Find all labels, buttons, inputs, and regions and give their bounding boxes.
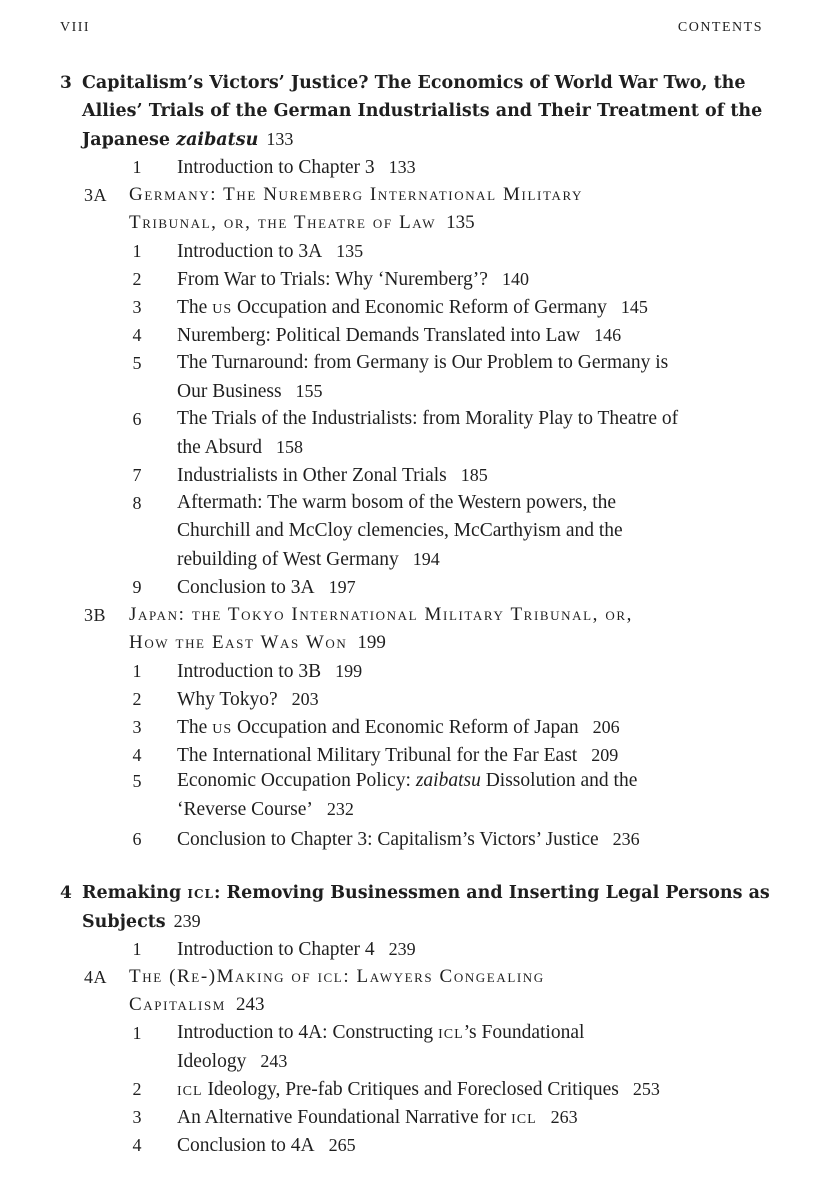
chapter-4-title-line-1[interactable] [82,879,770,907]
part-3b-section-1-number: 1 [132,661,142,681]
chapter-4-intro[interactable] [177,935,416,964]
chapter-4-title-text: Subjects [82,912,166,932]
section-text: An Alternative Foundational Narrative for icl [177,1107,537,1128]
section-text: From War to Trials: Why ‘Nuremberg’? [177,269,488,290]
part-3a-number: 3A [84,185,107,205]
part-3a-section-4-line-1[interactable] [177,321,621,350]
part-3a-section-1-number: 1 [132,241,142,261]
part-3a-title-line-1[interactable]: Germany: The Nuremberg International Military [129,184,583,205]
section-page: 209 [591,745,619,765]
part-3a-section-6-line-2[interactable] [177,433,303,462]
part-3b-section-5-line-1[interactable] [177,767,637,795]
part-3a-section-7-line-1[interactable] [177,461,488,490]
part-3a-section-9-line-1[interactable] [177,573,356,602]
part-3b-title-line-1[interactable]: Japan: the Tokyo International Military Tribunal, or, [129,604,633,625]
section-page: 135 [336,241,364,261]
chapter-3-intro[interactable] [177,153,416,182]
part-3a-section-6-number: 6 [132,409,142,429]
chapter-4-title-post: : Removing Businessmen and Inserting Legal Persons as [213,883,770,903]
part-3a-page: 135 [446,212,475,233]
part-3a-section-8-line-2[interactable] [177,517,623,545]
section-text: ‘Reverse Course’ [177,799,313,820]
part-3b-number: 3B [84,605,107,625]
part-3a-section-8-line-1[interactable] [177,489,616,517]
chapter-4-title-pre: Remaking [82,883,188,903]
chapter-3-title-text: Japanese [82,130,171,150]
section-page: 145 [620,297,648,317]
section-text: Our Business [177,381,282,402]
section-page: 232 [326,799,354,819]
page-folio: VIII [60,20,91,35]
chapter-4-intro-title: Introduction to Chapter 4 [177,939,375,960]
section-text: Economic Occupation Policy: [177,770,416,791]
section-text: Conclusion to 3A [177,577,315,598]
section-text: Churchill and McCloy clemencies, McCarthyism and the [177,520,623,541]
part-3b-title-text: How the East Was Won [129,632,348,653]
part-3b-section-6-number: 6 [132,829,142,849]
chapter-4-intro-number: 1 [132,939,142,959]
part-3a-section-3-number: 3 [132,297,142,317]
part-4a-section-3-number: 3 [132,1107,142,1127]
part-3b-section-2-number: 2 [132,689,142,709]
part-3b-section-5-number: 5 [132,771,142,791]
section-text: The Turnaround: from Germany is Our Problem to Germany is [177,352,669,373]
section-text: Dissolution and the [480,770,638,791]
chapter-4-intro-page: 239 [388,939,416,959]
section-text: the Absurd [177,437,263,458]
section-page: 185 [460,465,488,485]
section-page: 243 [260,1051,288,1071]
chapter-3-title-italic: zaibatsu [176,130,259,150]
section-text: Conclusion to Chapter 3: Capitalism’s Victors’ Justice [177,829,599,850]
part-3a-section-4-number: 4 [132,325,142,345]
part-4a-section-4-line-1[interactable] [177,1131,356,1160]
part-3a-section-2-line-1[interactable] [177,265,529,294]
part-3b-section-3-line-1[interactable] [177,713,620,742]
part-4a-page: 243 [235,994,265,1015]
part-4a-section-2-number: 2 [132,1079,142,1099]
part-3a-section-9-number: 9 [132,577,142,597]
part-3a-section-2-number: 2 [132,269,142,289]
chapter-4-title-abbrev: icl [187,883,214,903]
section-text: The International Military Tribunal for the Far East [177,745,578,766]
section-text: Industrialists in Other Zonal Trials [177,465,447,486]
part-4a-section-1-line-1[interactable] [177,1019,584,1047]
part-3b-section-4-number: 4 [132,745,142,765]
part-3b-title-line-2[interactable] [129,629,386,657]
part-3a-section-1-line-1[interactable] [177,237,363,266]
part-3a-section-3-line-1[interactable] [177,293,648,322]
section-page: 146 [594,325,622,345]
section-text: The us Occupation and Economic Reform of Germany [177,297,607,318]
part-4a-title-text: Capitalism [129,994,226,1015]
part-3b-section-2-line-1[interactable] [177,685,319,714]
section-page: 199 [335,661,363,681]
section-page: 236 [612,829,640,849]
chapter-4-title-line-2[interactable] [82,907,201,936]
part-4a-section-2-line-1[interactable] [177,1075,660,1104]
part-3a-section-8-line-3[interactable] [177,545,440,574]
part-4a-section-1-number: 1 [132,1023,142,1043]
section-page: 140 [501,269,529,289]
chapter-3-title-line-3[interactable] [82,125,293,154]
part-4a-section-4-number: 4 [132,1135,142,1155]
chapter-3-intro-page: 133 [388,157,416,177]
section-text: Introduction to 3B [177,661,322,682]
part-3a-section-7-number: 7 [132,465,142,485]
section-text: icl Ideology, Pre-fab Critiques and Foreclosed Critiques [177,1079,619,1100]
part-3a-section-6-line-1[interactable] [177,405,678,433]
chapter-4-number: 4 [60,883,72,903]
part-3a-title-line-2[interactable] [129,209,475,237]
section-text: Aftermath: The warm bosom of the Western powers, the [177,492,617,513]
part-4a-title-line-1[interactable]: The (Re-)Making of icl: Lawyers Congealing [129,966,545,987]
part-4a-number: 4A [84,967,107,987]
section-text: Introduction to 3A [177,241,323,262]
part-3b-page: 199 [357,632,386,653]
section-page: 158 [276,437,304,457]
part-3b-section-4-line-1[interactable] [177,741,618,770]
part-4a-section-3-line-1[interactable] [177,1103,578,1132]
section-text: The us Occupation and Economic Reform of Japan [177,717,579,738]
section-text: rebuilding of West Germany [177,549,399,570]
section-text: Ideology [177,1051,247,1072]
section-page: 155 [295,381,323,401]
section-text: Conclusion to 4A [177,1135,315,1156]
section-page: 263 [550,1107,578,1127]
chapter-4-page: 239 [173,911,201,931]
chapter-3-title-line-2[interactable]: Allies’ Trials of the German Industrialists and Their Treatment of the [82,101,763,121]
section-italic: zaibatsu [415,770,481,791]
part-3a-title-text: Tribunal, or, the Theatre of Law [129,212,437,233]
part-3a-section-5-line-1[interactable] [177,349,668,377]
section-page: 206 [592,717,620,737]
section-page: 253 [632,1079,660,1099]
part-3b-section-3-number: 3 [132,717,142,737]
part-3a-section-8-number: 8 [132,493,142,513]
running-head-title: CONTENTS [677,20,763,35]
part-3b-section-5-line-2[interactable] [177,795,354,824]
running-head [60,20,763,40]
section-text: Nuremberg: Political Demands Translated into Law [177,325,581,346]
section-page: 203 [291,689,319,709]
section-page: 265 [328,1135,356,1155]
part-4a-section-1-line-2[interactable] [177,1047,287,1076]
part-4a-title-line-2[interactable] [129,991,264,1019]
chapter-3-intro-title: Introduction to Chapter 3 [177,157,375,178]
chapter-3-page: 133 [266,129,294,149]
part-3b-section-6-line-1[interactable] [177,825,640,854]
chapter-3-intro-number: 1 [132,157,142,177]
part-3a-section-5-line-2[interactable] [177,377,323,406]
chapter-3-number: 3 [60,73,72,93]
section-text: Why Tokyo? [177,689,278,710]
part-3a-section-5-number: 5 [132,353,142,373]
section-text: The Trials of the Industrialists: from Morality Play to Theatre of [177,408,679,429]
section-text: Introduction to 4A: Constructing icl’s Foundational [177,1022,585,1043]
section-page: 194 [412,549,440,569]
section-page: 197 [328,577,356,597]
part-3b-section-1-line-1[interactable] [177,657,362,686]
chapter-3-title-line-1[interactable]: Capitalism’s Victors’ Justice? The Economics of World War Two, the [82,73,746,93]
